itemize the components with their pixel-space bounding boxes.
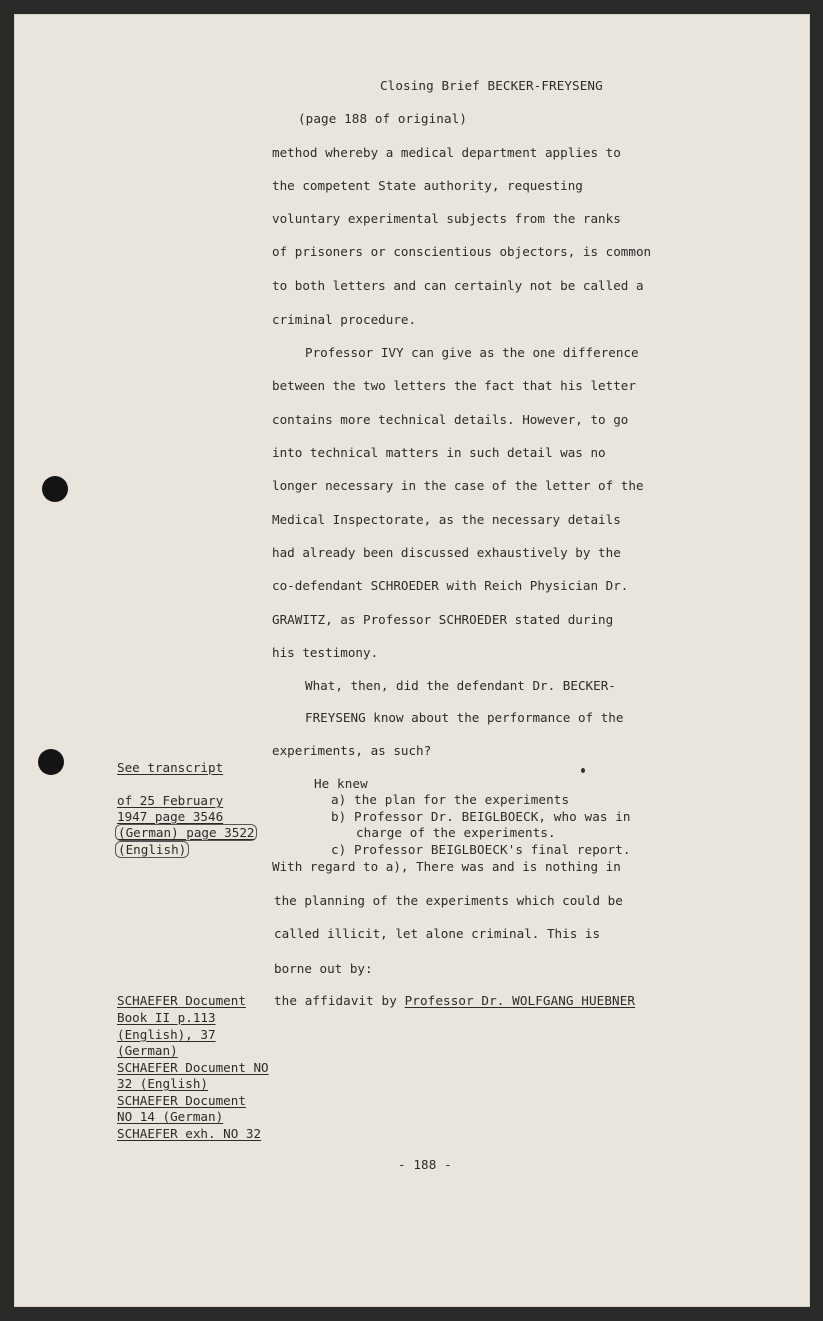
knew-item-b: b) Professor Dr. BEIGLBOECK, who was in — [331, 809, 631, 824]
knew-item-b-cont: charge of the experiments. — [356, 825, 556, 840]
page-number: - 188 - — [398, 1157, 452, 1172]
body-line: With regard to a), There was and is nothing in — [272, 859, 621, 874]
margin-note-line: SCHAEFER Document — [117, 1093, 246, 1108]
affidavit-name: Professor Dr. WOLFGANG HUEBNER — [404, 993, 636, 1008]
body-line: called illicit, let alone criminal. This is — [274, 926, 601, 941]
body-line: What, then, did the defendant Dr. BECKER- — [305, 678, 616, 693]
knew-item-c: c) Professor BEIGLBOECK's final report. — [331, 842, 631, 857]
margin-note-line: Book II p.113 — [117, 1010, 216, 1025]
body-line: Professor IVY can give as the one difference — [305, 345, 639, 360]
margin-note-line: of 25 February — [117, 793, 224, 808]
affidavit-line — [274, 993, 635, 1008]
body-line: had already been discussed exhaustively by the — [272, 545, 621, 560]
punch-hole — [38, 749, 64, 775]
margin-note-line: 1947 page 3546 — [117, 809, 224, 824]
margin-note-line: 32 (English) — [117, 1076, 208, 1091]
body-line: FREYSENG know about the performance of the — [305, 710, 624, 725]
body-line: GRAWITZ, as Professor SCHROEDER stated during — [272, 612, 614, 627]
body-line: to both letters and can certainly not be called a — [272, 278, 644, 293]
body-line: Medical Inspectorate, as the necessary details — [272, 512, 621, 527]
margin-note-line: (German) page 3522 — [115, 824, 257, 841]
body-line: longer necessary in the case of the letter of the — [272, 478, 644, 493]
margin-note-line: (German) — [117, 1043, 178, 1058]
margin-note-line: (English), 37 — [117, 1027, 216, 1042]
margin-note-line: See transcript — [117, 760, 224, 775]
margin-note-line: SCHAEFER Document — [117, 993, 246, 1008]
body-line: co-defendant SCHROEDER with Reich Physician Dr. — [272, 578, 629, 593]
margin-note-line: SCHAEFER Document NO — [117, 1060, 269, 1075]
body-line: the competent State authority, requesting — [272, 178, 583, 193]
body-line: into technical matters in such detail was no — [272, 445, 606, 460]
margin-note-line: (English) — [115, 841, 189, 858]
body-line: his testimony. — [272, 645, 379, 660]
body-line: of prisoners or conscientious objectors, is common — [272, 244, 652, 259]
punch-hole — [42, 476, 68, 502]
body-line: the planning of the experiments which could be — [274, 893, 623, 908]
document-title: Closing Brief BECKER-FREYSENG — [380, 78, 603, 93]
body-line: between the two letters the fact that his letter — [272, 378, 636, 393]
ink-spot — [581, 768, 585, 773]
margin-note-line: NO 14 (German) — [117, 1109, 224, 1124]
body-line: contains more technical details. However, to go — [272, 412, 629, 427]
body-line: borne out by: — [274, 961, 373, 976]
page-reference: (page 188 of original) — [298, 111, 468, 126]
body-line: voluntary experimental subjects from the ranks — [272, 211, 621, 226]
body-line: criminal procedure. — [272, 312, 417, 327]
knew-intro: He knew — [314, 776, 368, 791]
margin-note-line: SCHAEFER exh. NO 32 — [117, 1126, 262, 1141]
body-line: method whereby a medical department applies to — [272, 145, 621, 160]
knew-item-a: a) the plan for the experiments — [331, 792, 570, 807]
affidavit-prefix: the affidavit by — [274, 993, 405, 1008]
body-line: experiments, as such? — [272, 743, 432, 758]
